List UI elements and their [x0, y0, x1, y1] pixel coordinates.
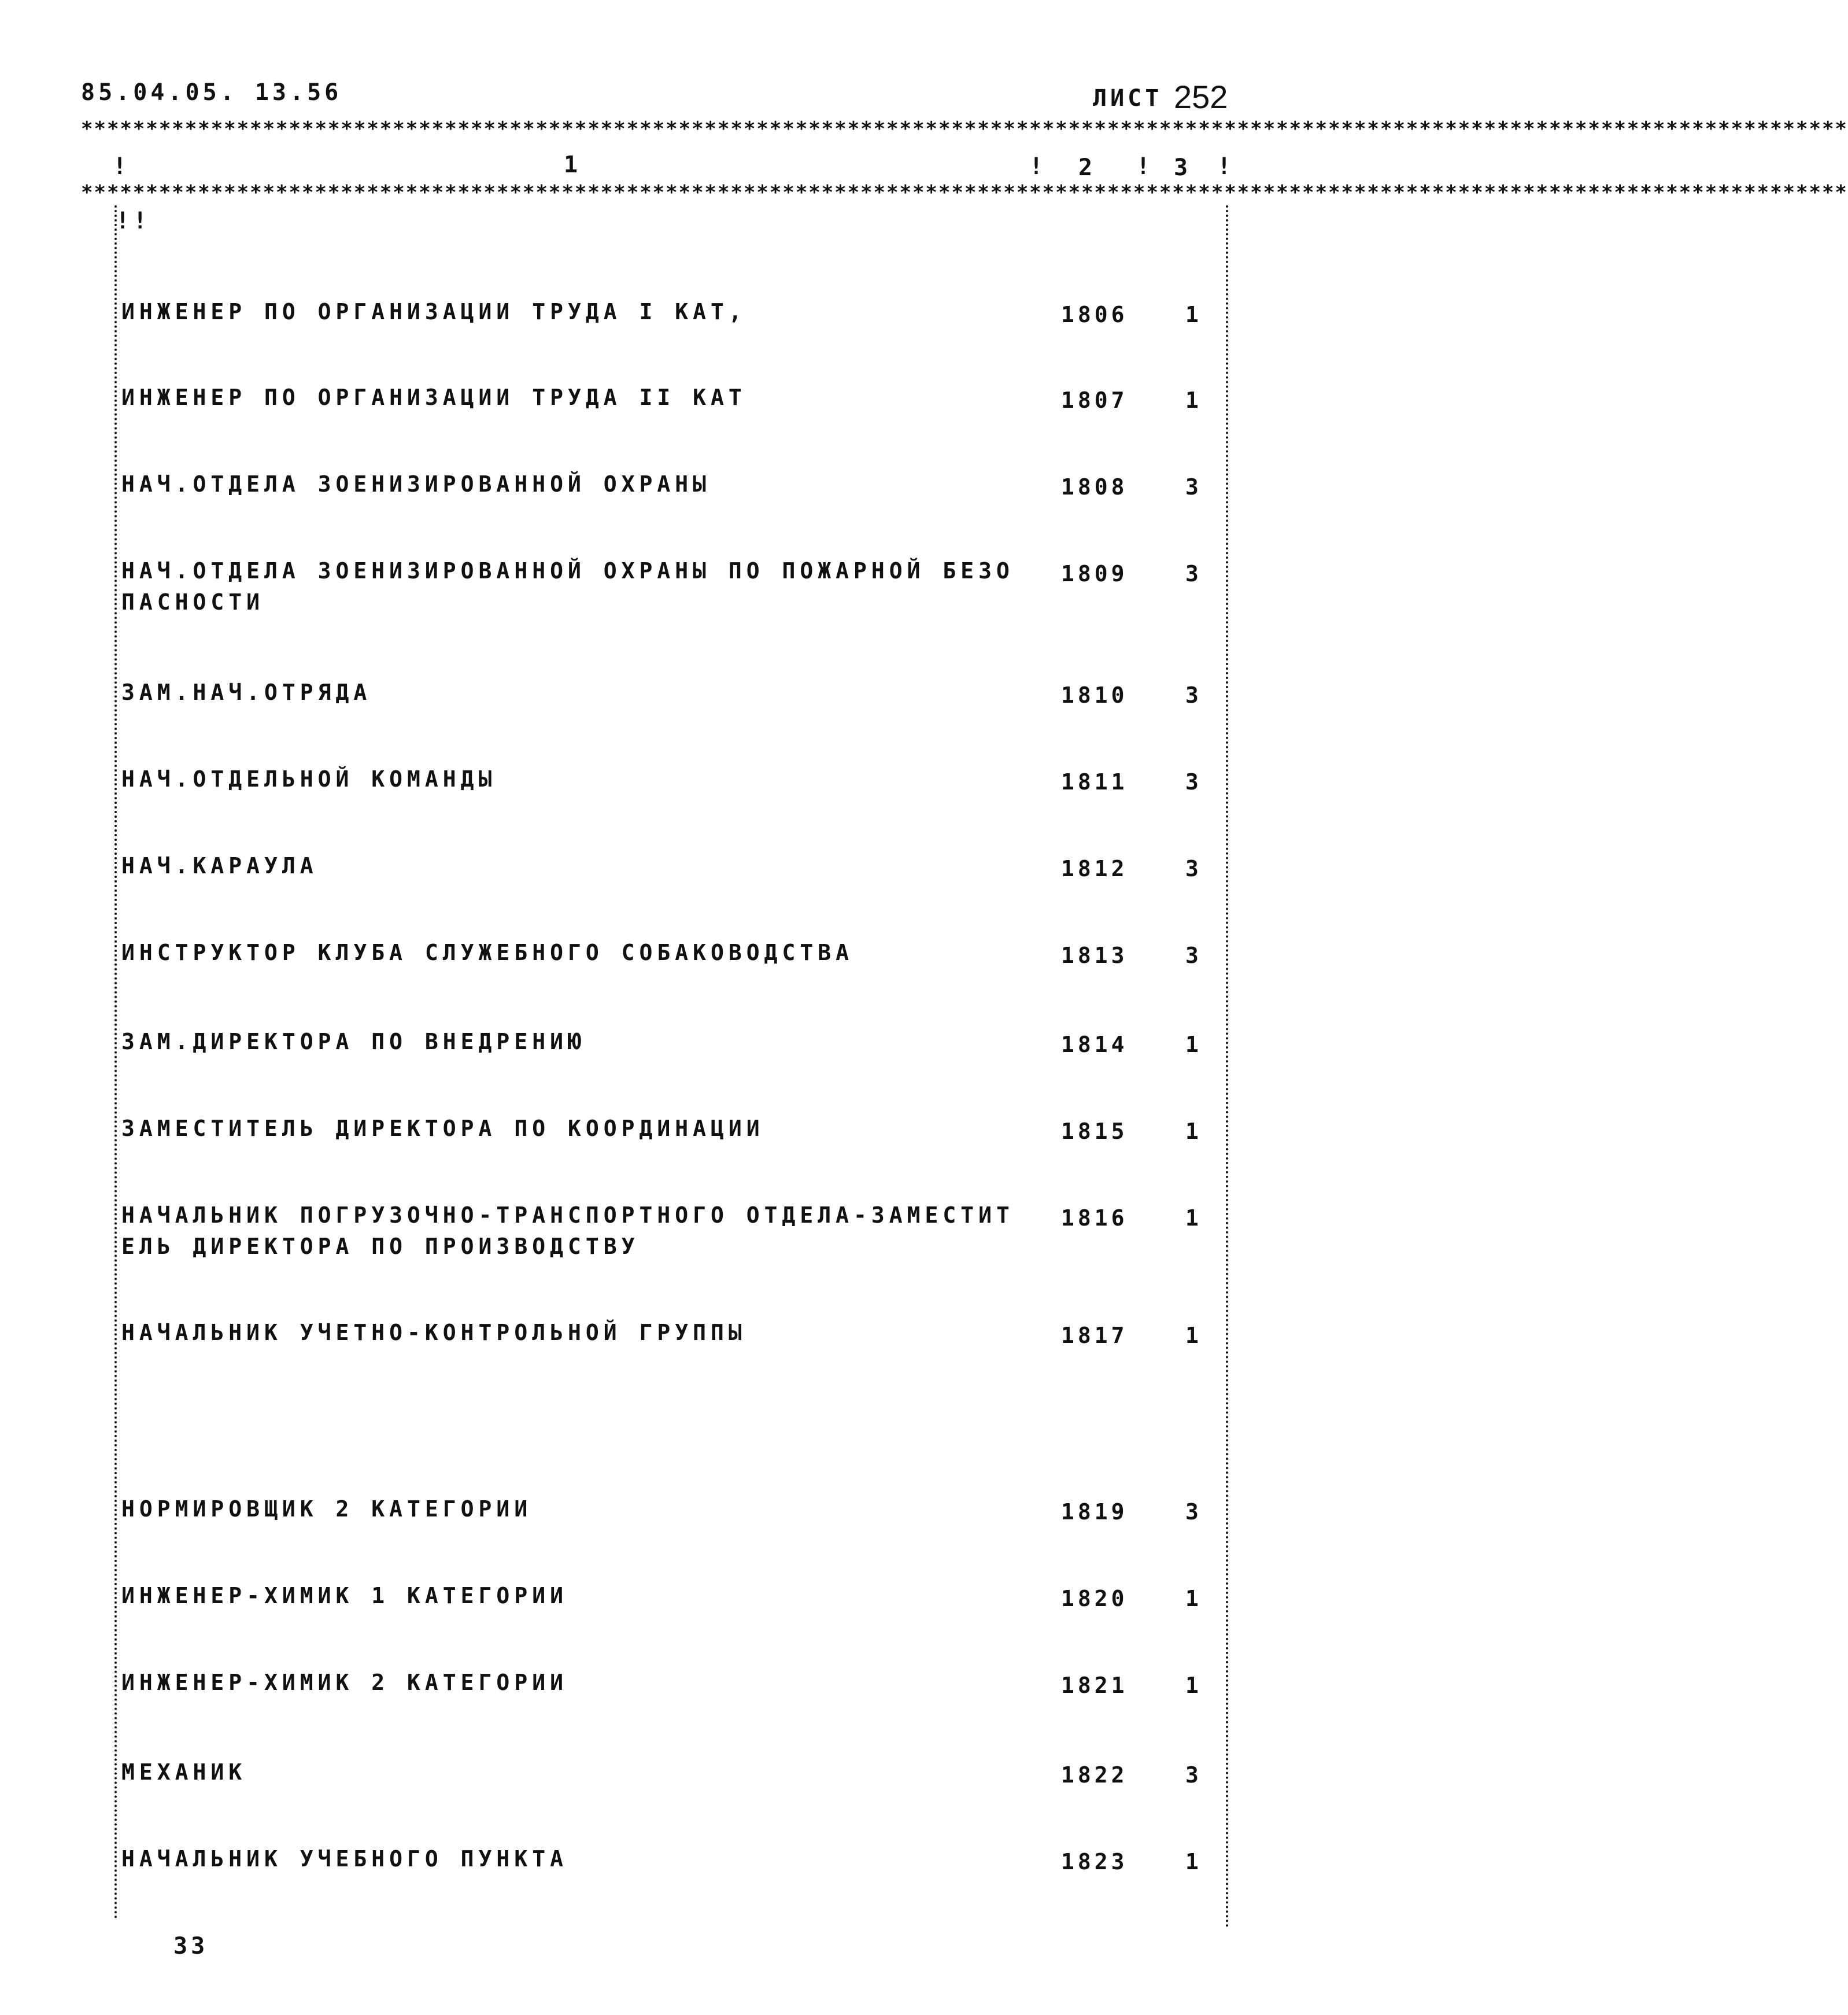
column-header-3: 3: [1174, 154, 1192, 181]
top-mark: !!: [116, 208, 151, 234]
row-6-label: НАЧ.ОТДЕЛЬНОЙ КОМАНДЫ: [121, 766, 497, 792]
row-4-category: 3: [1185, 561, 1199, 586]
row-11-code: 1816: [1061, 1205, 1128, 1231]
row-1-label: ИНЖЕНЕР ПО ОРГАНИЗАЦИИ ТРУДА I КАТ,: [121, 299, 746, 324]
row-9-label: ЗАМ.ДИРЕКТОРА ПО ВНЕДРЕНИЮ: [121, 1029, 586, 1054]
header-border-top: ****************************************************************************************************************************************: [81, 117, 1848, 141]
row-12-category: 1: [1185, 1323, 1199, 1348]
row-10-label: ЗАМЕСТИТЕЛЬ ДИРЕКТОРА ПО КООРДИНАЦИИ: [121, 1116, 764, 1141]
row-2-label: ИНЖЕНЕР ПО ОРГАНИЗАЦИИ ТРУДА II КАТ: [121, 385, 746, 410]
row-14-category: 1: [1185, 1586, 1199, 1611]
row-5-label: ЗАМ.НАЧ.ОТРЯДА: [121, 680, 372, 705]
row-13-code: 1819: [1061, 1499, 1128, 1525]
row-4-label-continued: ПАСНОСТИ: [121, 589, 265, 615]
row-2-code: 1807: [1061, 387, 1128, 413]
sheet-number: 252: [1174, 79, 1228, 115]
row-2-category: 1: [1185, 387, 1199, 413]
column-divider-right: !: [1217, 153, 1235, 180]
row-10-category: 1: [1185, 1119, 1199, 1144]
row-3-code: 1808: [1061, 474, 1128, 500]
column-divider-2-3: !: [1136, 153, 1154, 180]
row-15-code: 1821: [1061, 1673, 1128, 1698]
row-9-code: 1814: [1061, 1032, 1128, 1057]
column-divider-1-2: !: [1029, 153, 1047, 180]
row-16-code: 1822: [1061, 1762, 1128, 1788]
row-14-label: ИНЖЕНЕР-ХИМИК 1 КАТЕГОРИИ: [121, 1583, 568, 1608]
row-8-category: 3: [1185, 943, 1199, 968]
row-13-label: НОРМИРОВЩИК 2 КАТЕГОРИИ: [121, 1496, 533, 1522]
row-15-label: ИНЖЕНЕР-ХИМИК 2 КАТЕГОРИИ: [121, 1670, 568, 1695]
row-12-label: НАЧАЛЬНИК УЧЕТНО-КОНТРОЛЬНОЙ ГРУППЫ: [121, 1320, 746, 1345]
row-7-code: 1812: [1061, 856, 1128, 881]
row-4-code: 1809: [1061, 561, 1128, 586]
row-9-category: 1: [1185, 1032, 1199, 1057]
header-border-bottom: ****************************************************************************************************************************************: [81, 181, 1848, 204]
row-6-category: 3: [1185, 769, 1199, 795]
table-right-border: [1226, 205, 1228, 1929]
print-timestamp: 85.04.05. 13.56: [81, 79, 342, 106]
sheet-label: ЛИСТ: [1093, 85, 1163, 112]
row-7-label: НАЧ.КАРАУЛА: [121, 853, 318, 879]
row-16-category: 3: [1185, 1762, 1199, 1788]
row-3-label: НАЧ.ОТДЕЛА ЗОЕНИЗИРОВАННОЙ ОХРАНЫ: [121, 471, 711, 497]
row-12-code: 1817: [1061, 1323, 1128, 1348]
row-11-label-continued: ЕЛЬ ДИРЕКТОРА ПО ПРОИЗВОДСТВУ: [121, 1234, 640, 1259]
row-6-code: 1811: [1061, 769, 1128, 795]
row-11-category: 1: [1185, 1205, 1199, 1231]
row-5-code: 1810: [1061, 682, 1128, 708]
row-7-category: 3: [1185, 856, 1199, 881]
row-13-category: 3: [1185, 1499, 1199, 1525]
column-divider-left: !: [113, 153, 131, 180]
row-8-code: 1813: [1061, 943, 1128, 968]
row-5-category: 3: [1185, 682, 1199, 708]
row-3-category: 3: [1185, 474, 1199, 500]
table-left-border: [114, 205, 117, 1920]
row-10-code: 1815: [1061, 1119, 1128, 1144]
row-17-label: НАЧАЛЬНИК УЧЕБНОГО ПУНКТА: [121, 1846, 568, 1872]
row-14-code: 1820: [1061, 1586, 1128, 1611]
row-17-category: 1: [1185, 1849, 1199, 1874]
row-4-label: НАЧ.ОТДЕЛА ЗОЕНИЗИРОВАННОЙ ОХРАНЫ ПО ПОЖАРНОЙ БЕЗО: [121, 558, 1014, 584]
row-1-code: 1806: [1061, 302, 1128, 327]
row-1-category: 1: [1185, 302, 1199, 327]
row-11-label: НАЧАЛЬНИК ПОГРУЗОЧНО-ТРАНСПОРТНОГО ОТДЕЛА-ЗАМЕСТИТ: [121, 1202, 1014, 1228]
row-8-label: ИНСТРУКТОР КЛУБА СЛУЖЕБНОГО СОБАКОВОДСТВА: [121, 940, 853, 965]
row-17-code: 1823: [1061, 1849, 1128, 1874]
row-16-label: МЕХАНИК: [121, 1759, 247, 1785]
row-15-category: 1: [1185, 1673, 1199, 1698]
footer-page-number: 33: [173, 1933, 209, 1959]
column-header-1: 1: [564, 152, 582, 178]
column-header-2: 2: [1078, 154, 1096, 181]
